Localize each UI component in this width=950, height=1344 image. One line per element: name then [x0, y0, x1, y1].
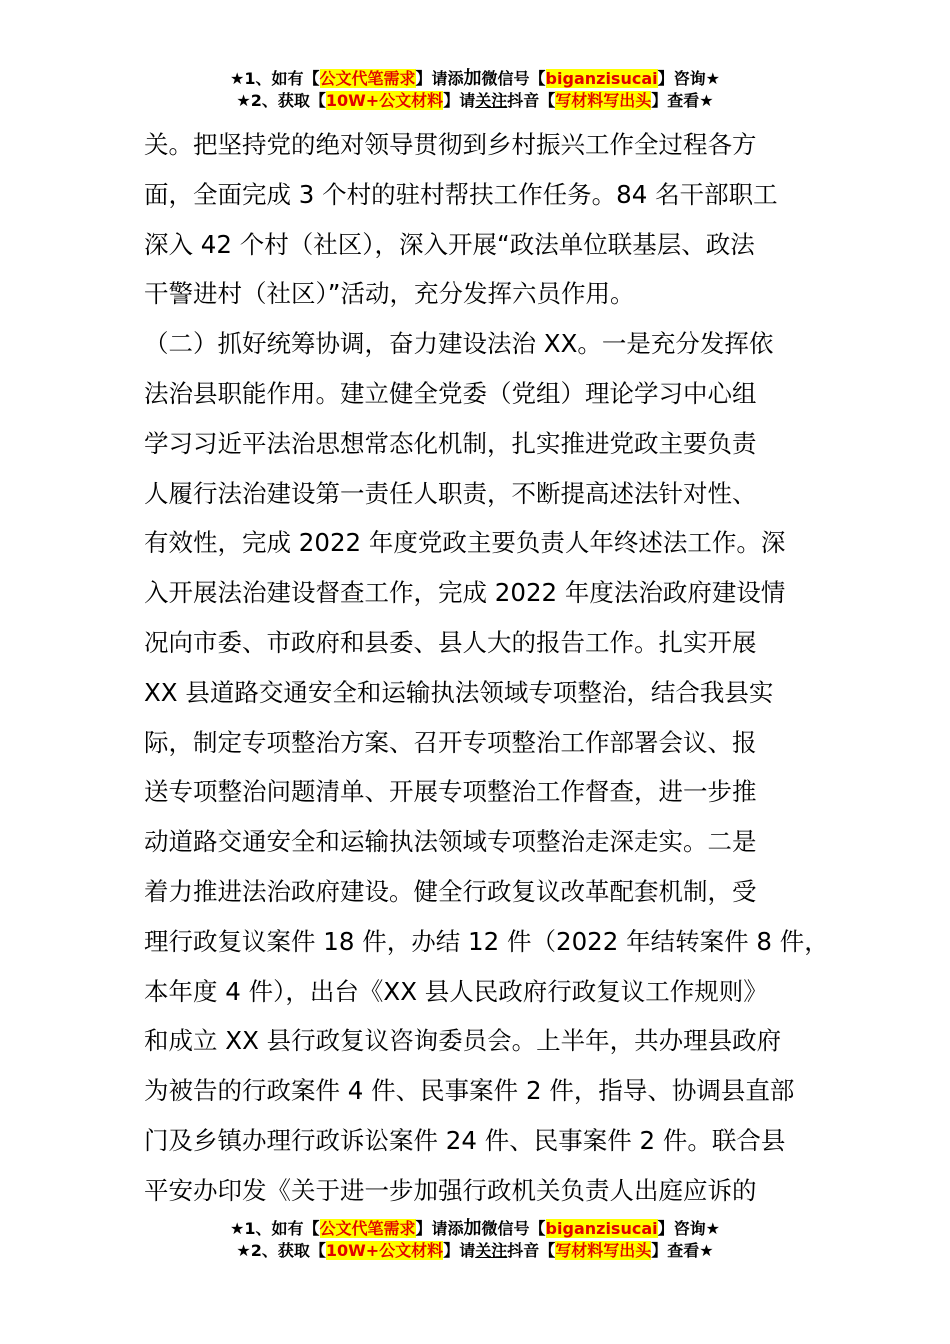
text-line: 门及乡镇办理行政诉讼案件 24 件、民事案件 2 件。联合县: [144, 1125, 786, 1155]
banner-text: 加: [463, 1218, 482, 1239]
text-line: 着力推进法治政府建设。健全行政复议改革配套机制，受: [144, 876, 757, 906]
text-line: 面，全面完成 3 个村的驻村帮扶工作任务。84 名干部职工: [144, 179, 778, 209]
banner-text: 】咨询★: [657, 69, 720, 88]
text-line: 际，制定专项整治方案、召开专项整治工作部署会议、报: [144, 727, 757, 757]
wechat-id: biganzisucai: [545, 1219, 658, 1238]
banner-text: 】请: [443, 1241, 476, 1260]
highlight-text: 公文代笔需求: [319, 69, 416, 88]
banner-line-1: [0, 68, 950, 90]
banner-line-1: [0, 1218, 950, 1240]
banner-text: 微信号【: [481, 69, 546, 88]
text-line: 深入 42 个村（社区），深入开展“政法单位联基层、政法: [144, 229, 755, 259]
text-line: XX 县道路交通安全和运输执法领域专项整治，结合我县实: [144, 677, 774, 707]
text-line: 为被告的行政案件 4 件、民事案件 2 件，指导、协调县直部: [144, 1076, 795, 1106]
banner-text: ★2、获取【: [236, 91, 326, 110]
text-line: 理行政复议案件 18 件，办结 12 件（2022 年结转案件 8 件，: [144, 926, 829, 956]
wechat-id: biganzisucai: [545, 69, 658, 88]
banner-text: ★2、获取【: [236, 1241, 326, 1260]
banner-text: 抖音【: [507, 1241, 556, 1260]
banner-text: 抖音【: [507, 91, 556, 110]
banner-text: 】请添: [415, 69, 464, 88]
banner-text: 】查看★: [651, 91, 714, 110]
highlight-text: 公文代笔需求: [319, 1219, 416, 1238]
highlight-text: 10W+公文材料: [325, 91, 444, 110]
text-line: （二）抓好统筹协调，奋力建设法治 XX。一是充分发挥依: [144, 329, 774, 359]
text-line: 有效性，完成 2022 年度党政主要负责人年终述法工作。深: [144, 528, 786, 558]
text-line: 人履行法治建设第一责任人职责，不断提高述法针对性、: [144, 478, 757, 508]
text-line: 干警进村（社区）”活动，充分发挥六员作用。: [144, 279, 635, 309]
text-line: 学习习近平法治思想常态化机制，扎实推进党政主要负责: [144, 428, 757, 458]
text-line: 法治县职能作用。建立健全党委（党组）理论学习中心组: [144, 378, 757, 408]
header-banner: [0, 68, 950, 112]
banner-text: 】咨询★: [657, 1219, 720, 1238]
banner-text: 微信号【: [481, 1219, 546, 1238]
banner-text: ★1、如有【: [230, 69, 320, 88]
banner-text: 关注: [475, 1241, 508, 1260]
banner-text: 关注: [475, 91, 508, 110]
banner-text: ★1、如有【: [230, 1219, 320, 1238]
banner-text: 加: [463, 68, 482, 89]
banner-text: 】请: [443, 91, 476, 110]
banner-text: 】查看★: [651, 1241, 714, 1260]
banner-line-2: [0, 90, 950, 112]
douyin-account: 写材料写出头: [555, 1241, 652, 1260]
banner-line-2: [0, 1240, 950, 1262]
text-line: 况向市委、市政府和县委、县人大的报告工作。扎实开展: [144, 627, 757, 657]
footer-banner: [0, 1218, 950, 1262]
banner-text: 】请添: [415, 1219, 464, 1238]
text-line: 和成立 XX 县行政复议咨询委员会。上半年，共办理县政府: [144, 1026, 782, 1056]
text-line: 入开展法治建设督查工作，完成 2022 年度法治政府建设情: [144, 578, 786, 608]
text-line: 送专项整治问题清单、开展专项整治工作督查，进一步推: [144, 777, 757, 807]
text-line: 本年度 4 件），出台《XX 县人民政府行政复议工作规则》: [144, 976, 768, 1006]
highlight-text: 10W+公文材料: [325, 1241, 444, 1260]
text-line: 关。把坚持党的绝对领导贯彻到乡村振兴工作全过程各方: [144, 130, 757, 159]
text-line: 动道路交通安全和运输执法领域专项整治走深走实。二是: [144, 827, 757, 857]
document-body: [144, 120, 829, 1216]
text-line: 平安办印发《关于进一步加强行政机关负责人出庭应诉的: [144, 1175, 757, 1205]
douyin-account: 写材料写出头: [555, 91, 652, 110]
